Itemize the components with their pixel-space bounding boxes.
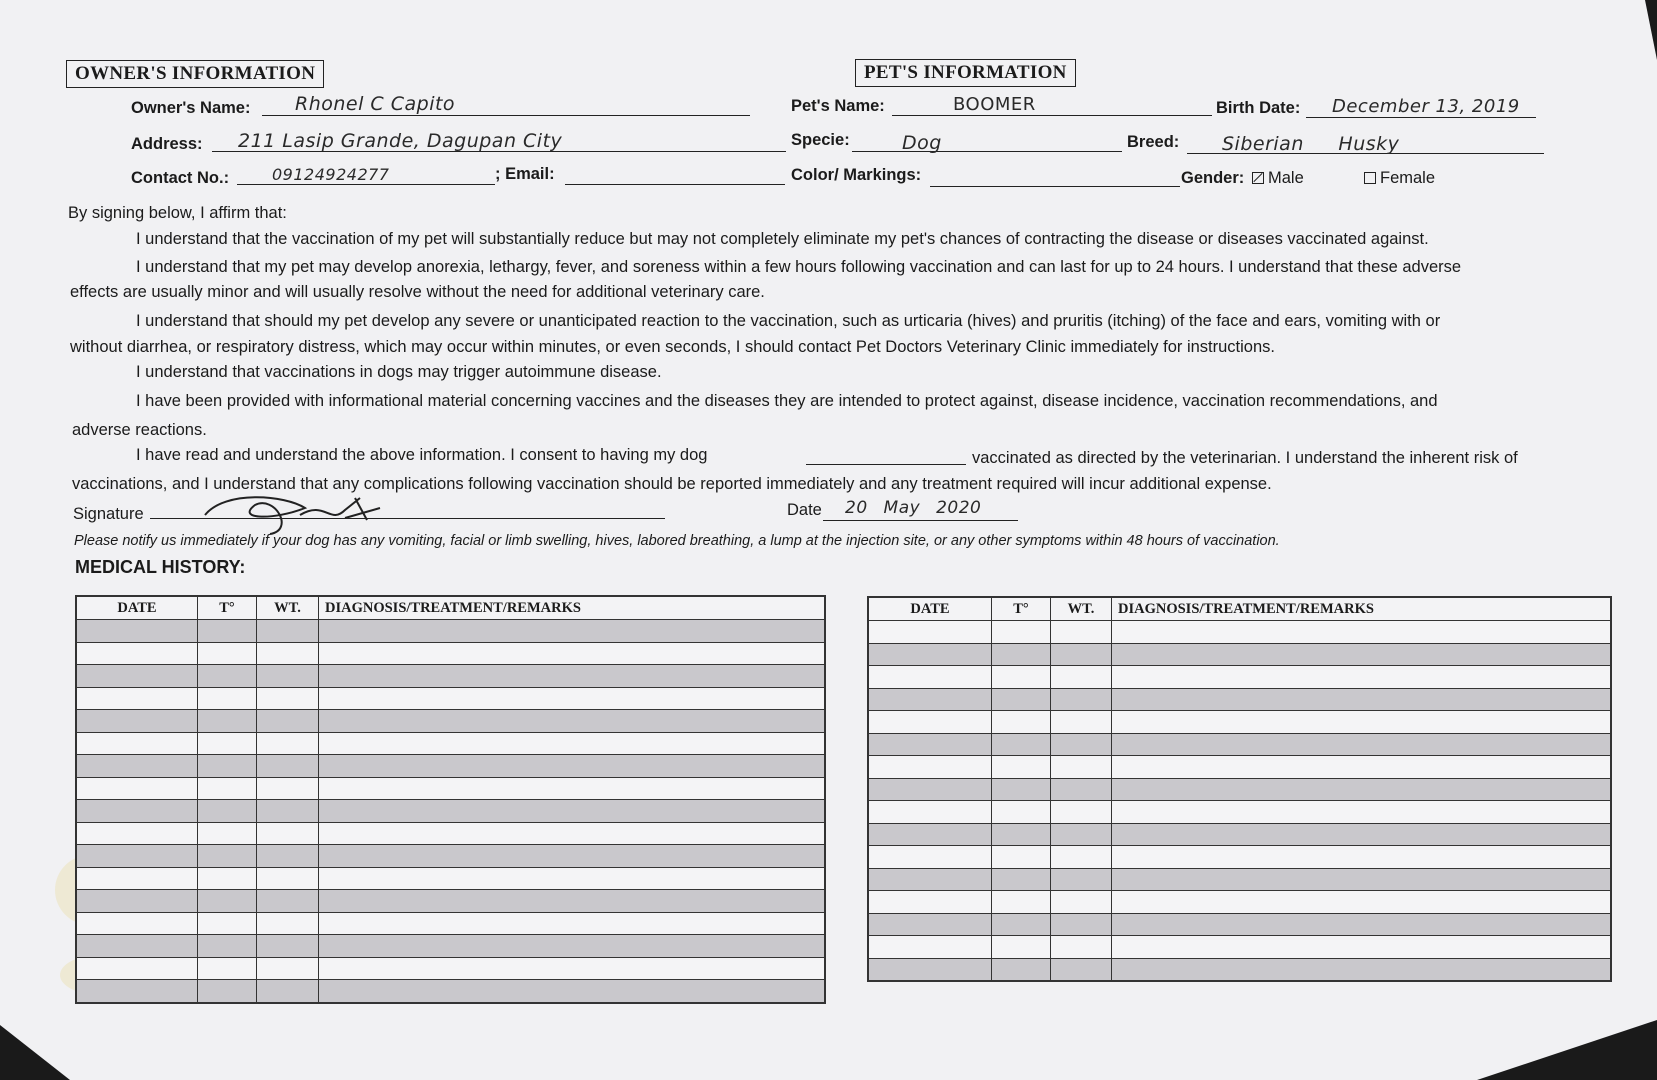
- contact-line: [237, 184, 495, 185]
- date-line: [823, 520, 1018, 521]
- birth-date-line: [1306, 117, 1536, 118]
- address-label: Address:: [131, 135, 203, 153]
- table-row[interactable]: [76, 755, 825, 778]
- affirm-paragraph-2a: I understand that my pet may develop anorexia, lethargy, fever, and soreness within a few hours following vaccination and can last for up to 24 hours. I understand that these adverse: [136, 258, 1462, 276]
- specie-value[interactable]: Dog: [902, 132, 942, 154]
- table-row[interactable]: [868, 756, 1611, 779]
- col-weight: WT.: [257, 596, 319, 620]
- signature-label: Signature: [73, 505, 144, 523]
- affirm-paragraph-1: I understand that the vaccination of my pet will substantially reduce but may not completely eliminate my pet's chances of contracting the disease or diseases vaccinated against.: [136, 230, 1429, 248]
- table-header-row: [868, 597, 1611, 621]
- table-row[interactable]: [76, 620, 825, 643]
- table-row[interactable]: [868, 778, 1611, 801]
- table-row[interactable]: [76, 912, 825, 935]
- table-row[interactable]: [76, 800, 825, 823]
- table-row[interactable]: [868, 868, 1611, 891]
- pet-name-line: [892, 115, 1212, 116]
- table-row[interactable]: [76, 822, 825, 845]
- dog-name-blank[interactable]: [806, 464, 966, 465]
- owner-name-value[interactable]: Rhonel C Capito: [295, 93, 456, 115]
- table-row[interactable]: [868, 958, 1611, 981]
- male-checkbox[interactable]: [1252, 172, 1264, 184]
- contact-value[interactable]: 09124924277: [272, 165, 390, 184]
- table-row[interactable]: [868, 891, 1611, 914]
- female-label: Female: [1380, 169, 1436, 187]
- medical-history-table-left: [75, 595, 826, 1004]
- table-row[interactable]: [76, 867, 825, 890]
- paper-corner: [0, 1025, 70, 1080]
- col-diagnosis: DIAGNOSIS/TREATMENT/REMARKS: [319, 596, 826, 620]
- affirm-intro: By signing below, I affirm that:: [68, 204, 287, 222]
- gender-female-option[interactable]: [1364, 169, 1435, 188]
- color-markings-label: Color/ Markings:: [791, 166, 922, 184]
- table-row[interactable]: [868, 711, 1611, 734]
- female-checkbox[interactable]: [1364, 172, 1376, 184]
- email-label: ; Email:: [495, 165, 555, 183]
- birth-date-label: Birth Date:: [1216, 99, 1301, 117]
- table-row[interactable]: [868, 688, 1611, 711]
- paper-corner: [1645, 0, 1657, 60]
- affirm-paragraph-3a: I understand that should my pet develop any severe or unanticipated reaction to the vaccination, such as urticaria (hives) and pruritis (itching) of the face and ears, vomiting with or: [136, 312, 1441, 330]
- specie-label: Specie:: [791, 131, 850, 149]
- notice-text: Please notify us immediately if your dog has any vomiting, facial or limb swelling, hives, labored breathing, a lump at the injection site, or any other symptoms within 48 hours of vaccination.: [74, 533, 1280, 549]
- table-row[interactable]: [76, 642, 825, 665]
- gender-male-option[interactable]: [1252, 169, 1304, 188]
- col-temp: T°: [198, 596, 257, 620]
- table-row[interactable]: [76, 710, 825, 733]
- table-row[interactable]: [868, 666, 1611, 689]
- birth-date-value[interactable]: December 13, 2019: [1332, 96, 1520, 117]
- table-row[interactable]: [868, 733, 1611, 756]
- affirm-paragraph-5b: adverse reactions.: [72, 421, 207, 439]
- affirm-paragraph-5a: I have been provided with informational material concerning vaccines and the diseases they are intended to protect against, disease incidence, vaccination recommendations, and: [136, 392, 1438, 410]
- affirm-paragraph-6a-post: vaccinated as directed by the veterinarian. I understand the inherent risk of: [972, 449, 1518, 467]
- table-row[interactable]: [76, 957, 825, 980]
- medical-history-title: MEDICAL HISTORY:: [75, 557, 246, 577]
- table-row[interactable]: [76, 845, 825, 868]
- table-row[interactable]: [868, 621, 1611, 644]
- paper-corner: [1477, 1020, 1657, 1080]
- affirm-paragraph-6b: vaccinations, and I understand that any complications following vaccination should be reported immediately and any treatment required will incur additional expense.: [72, 475, 1272, 493]
- gender-label: Gender:: [1181, 169, 1245, 187]
- table-row[interactable]: [868, 913, 1611, 936]
- table-row[interactable]: [868, 936, 1611, 959]
- col-diagnosis: DIAGNOSIS/TREATMENT/REMARKS: [1112, 597, 1612, 621]
- table-row[interactable]: [868, 846, 1611, 869]
- color-markings-line: [930, 186, 1180, 187]
- col-weight: WT.: [1051, 597, 1112, 621]
- table-row[interactable]: [868, 643, 1611, 666]
- affirm-paragraph-3b: without diarrhea, or respiratory distress, which may occur within minutes, or even seconds, I should contact Pet Doctors Veterinary Clinic immediately for instructions.: [70, 338, 1275, 356]
- table-row[interactable]: [76, 890, 825, 913]
- affirm-paragraph-4: I understand that vaccinations in dogs may trigger autoimmune disease.: [136, 363, 662, 381]
- date-label: Date: [787, 501, 822, 519]
- date-value[interactable]: 20 May 2020: [845, 498, 982, 518]
- contact-label: Contact No.:: [131, 169, 230, 187]
- owner-name-line: [262, 115, 750, 116]
- affirm-paragraph-2b: effects are usually minor and will usually resolve without the need for additional veterinary care.: [70, 283, 765, 301]
- pet-name-value[interactable]: BOOMER: [953, 94, 1036, 115]
- breed-value[interactable]: Siberian Husky: [1222, 133, 1400, 155]
- owner-name-label: Owner's Name:: [131, 99, 251, 117]
- medical-history-table-right: [867, 596, 1612, 982]
- table-row[interactable]: [76, 980, 825, 1003]
- email-line: [565, 184, 785, 185]
- affirm-paragraph-6a-pre: I have read and understand the above information. I consent to having my dog: [136, 446, 708, 464]
- pet-info-header: PET'S INFORMATION: [855, 59, 1076, 87]
- owner-info-header: OWNER'S INFORMATION: [66, 60, 324, 88]
- table-row[interactable]: [868, 801, 1611, 824]
- breed-label: Breed:: [1127, 133, 1180, 151]
- table-row[interactable]: [76, 732, 825, 755]
- table-row[interactable]: [76, 665, 825, 688]
- address-value[interactable]: 211 Lasip Grande, Dagupan City: [238, 130, 563, 152]
- col-date: DATE: [868, 597, 992, 621]
- table-row[interactable]: [76, 935, 825, 958]
- specie-line: [852, 151, 1122, 152]
- table-row[interactable]: [76, 687, 825, 710]
- pet-name-label: Pet's Name:: [791, 97, 885, 115]
- male-label: Male: [1268, 169, 1304, 187]
- table-header-row: [76, 596, 825, 620]
- col-temp: T°: [992, 597, 1051, 621]
- col-date: DATE: [76, 596, 198, 620]
- table-row[interactable]: [868, 823, 1611, 846]
- table-row[interactable]: [76, 777, 825, 800]
